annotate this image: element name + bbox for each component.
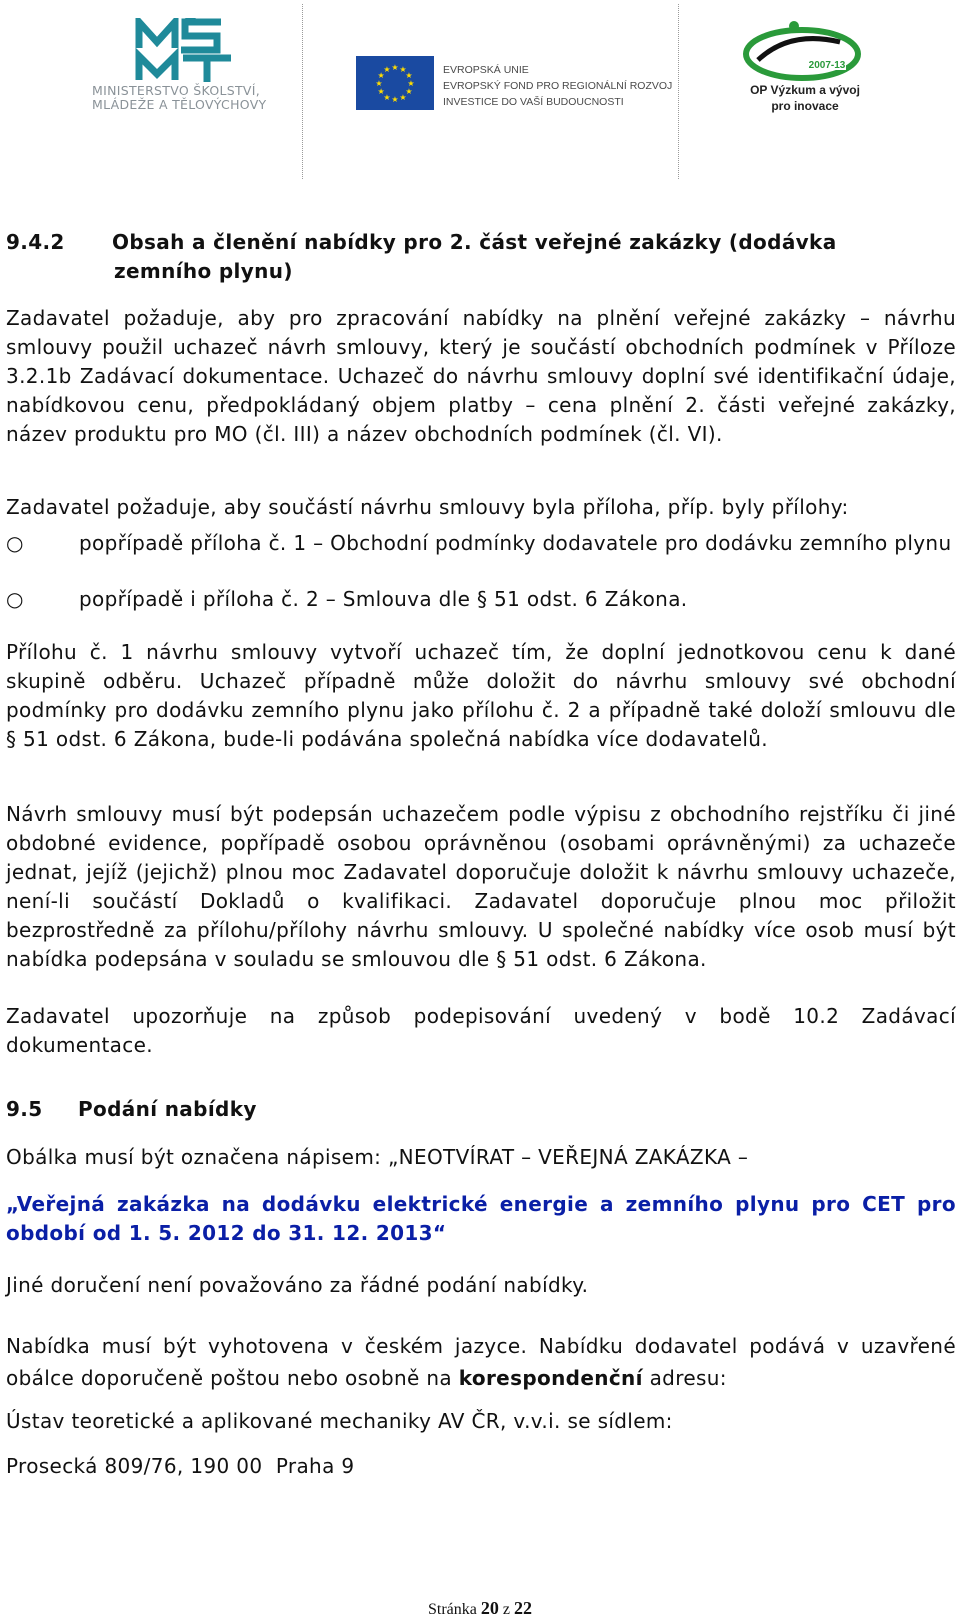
eu-star-icon: ★ <box>407 79 415 88</box>
logo-divider <box>302 4 303 179</box>
eu-star-icon: ★ <box>391 63 399 72</box>
eu-star-icon: ★ <box>377 71 385 80</box>
paragraph: Jiné doručení není považováno za řádné podání nabídky. <box>6 1273 589 1297</box>
eu-star-icon: ★ <box>405 71 413 80</box>
eu-text-line1: EVROPSKÁ UNIE <box>443 64 529 76</box>
paragraph: Přílohu č. 1 návrhu smlouvy vytvoří uchazeč tím, že doplní jednotkovou cenu k dané skupině odběru. Uchazeč případně může doložit do návrhu smlouvy své obchodní podmínky pro dodávku zemního plynu jako přílohu č. 2 a případně také doloží smlouvu dle § 51 odst. 6 Zákona, bude-li podávána společná nabídka více dodavatelů. <box>6 640 956 751</box>
paragraph: Zadavatel požaduje, aby pro zpracování nabídky na plnění veřejné zakázky – návrhu smlouvy použil uchazeč návrh smlouvy, který je součástí obchodních podmínek v Příloze 3.2.1b Zadávací dokumentace. Uchazeč do návrhu smlouvy doplní své identifikační údaje, nabídkovou cenu, předpokládaný objem platby – cena plnění 2. části veřejné zakázky, název produktu pro MO (čl. III) a název obchodních podmínek (čl. VI). <box>6 306 956 446</box>
footer-page-total: 22 <box>513 1598 532 1618</box>
msmt-name-line2: MLÁDEŽE A TĚLOVÝCHOVY <box>92 97 267 112</box>
section-number: 9.5 <box>6 1097 43 1121</box>
paragraph: Zadavatel požaduje, aby součástí návrhu smlouvy byla příloha, příp. byly přílohy: <box>6 495 849 519</box>
eu-logo-text <box>443 62 672 110</box>
eu-star-icon: ★ <box>405 87 413 96</box>
emphasis-text: korespondenční <box>458 1366 643 1390</box>
op-years-text: 2007-13 <box>808 60 846 71</box>
tender-title-quote: „Veřejná zakázka na dodávku elektrické energie a zemního plynu pro CET pro období od 1. 5. 2012 do 31. 12. 2013“ <box>6 1192 956 1245</box>
address-institution: Ústav teoretické a aplikované mechaniky AV ČR, v.v.i. se sídlem: <box>6 1409 673 1433</box>
section-title-line1: Obsah a členění nabídky pro 2. část veřejné zakázky (dodávka <box>112 230 837 254</box>
paragraph-text: Nabídka musí být vyhotovena v českém jazyce. Nabídku dodavatel podává v uzavřené obálce doporučeně poštou nebo osobně na <box>6 1334 956 1390</box>
footer-page-number: 20 <box>480 1598 499 1618</box>
section-heading-9-4-2 <box>6 228 956 286</box>
section-heading-9-5 <box>6 1095 956 1124</box>
paragraph: Návrh smlouvy musí být podepsán uchazečem podle výpisu z obchodního rejstříku či jiné obdobné evidence, popřípadě osobou oprávněnou (osobami oprávněnými) za uchazeče jednat, jejíž (jejichž) plnou moc Zadavatel doporučuje doložit k návrhu smlouvy uchazeče, není-li součástí Dokladů o kvalifikaci. Zadavatel doporučuje plnou moc přiložit bezprostředně za přílohu/přílohy návrhu smlouvy. U společné nabídky více osob musí být nabídka podepsána v souladu se smlouvou dle § 51 odst. 6 Zákona. <box>6 802 956 971</box>
eu-text-line3: INVESTICE DO VAŠÍ BUDOUCNOSTI <box>443 96 624 108</box>
eu-star-icon: ★ <box>399 65 407 75</box>
section-title: Podání nabídky <box>78 1097 257 1121</box>
eu-text-line2: EVROPSKÝ FOND PRO REGIONÁLNÍ ROZVOJ <box>443 80 673 92</box>
op-text-line2: pro inovace <box>771 99 839 113</box>
list-item: popřípadě příloha č. 1 – Obchodní podmínky dodavatele pro dodávku zemního plynu <box>79 531 952 555</box>
eu-star-icon: ★ <box>383 65 391 75</box>
eu-star-icon: ★ <box>377 87 385 96</box>
paragraph: Obálka musí být označena nápisem: „NEOTVÍRAT – VEŘEJNÁ ZAKÁZKA – <box>6 1145 749 1169</box>
eu-flag-icon <box>356 56 434 110</box>
paragraph <box>6 1330 956 1394</box>
page-header <box>0 0 960 185</box>
op-vav-logo-text <box>742 82 868 114</box>
footer-of: z <box>502 1601 510 1618</box>
paragraph-text: adresu: <box>642 1366 727 1390</box>
paragraph: Zadavatel upozorňuje na způsob podepisování uvedený v bodě 10.2 Zadávací dokumentace. <box>6 1004 956 1057</box>
list-item: popřípadě i příloha č. 2 – Smlouva dle § 51 odst. 6 Zákona. <box>79 587 688 611</box>
bullet-icon: ○ <box>6 531 24 555</box>
logo-divider <box>678 4 679 179</box>
msmt-name-line1: MINISTERSTVO ŠKOLSTVÍ, <box>92 83 261 98</box>
msmt-logo-icon <box>135 18 235 84</box>
msmt-logo-text <box>92 84 266 112</box>
bullet-icon: ○ <box>6 587 24 611</box>
eu-star-icon: ★ <box>375 79 383 88</box>
op-vav-logo-icon <box>740 20 866 86</box>
address-street: Prosecká 809/76, 190 00 Praha 9 <box>6 1454 355 1478</box>
eu-star-icon: ★ <box>383 92 391 102</box>
op-text-line1: OP Výzkum a vývoj <box>750 83 860 97</box>
eu-star-icon: ★ <box>399 92 407 102</box>
section-title-line2: zemního plynu) <box>114 259 293 283</box>
page-footer <box>0 1598 960 1619</box>
section-number: 9.4.2 <box>6 230 65 254</box>
footer-prefix: Stránka <box>428 1601 477 1618</box>
eu-star-icon: ★ <box>391 95 399 104</box>
